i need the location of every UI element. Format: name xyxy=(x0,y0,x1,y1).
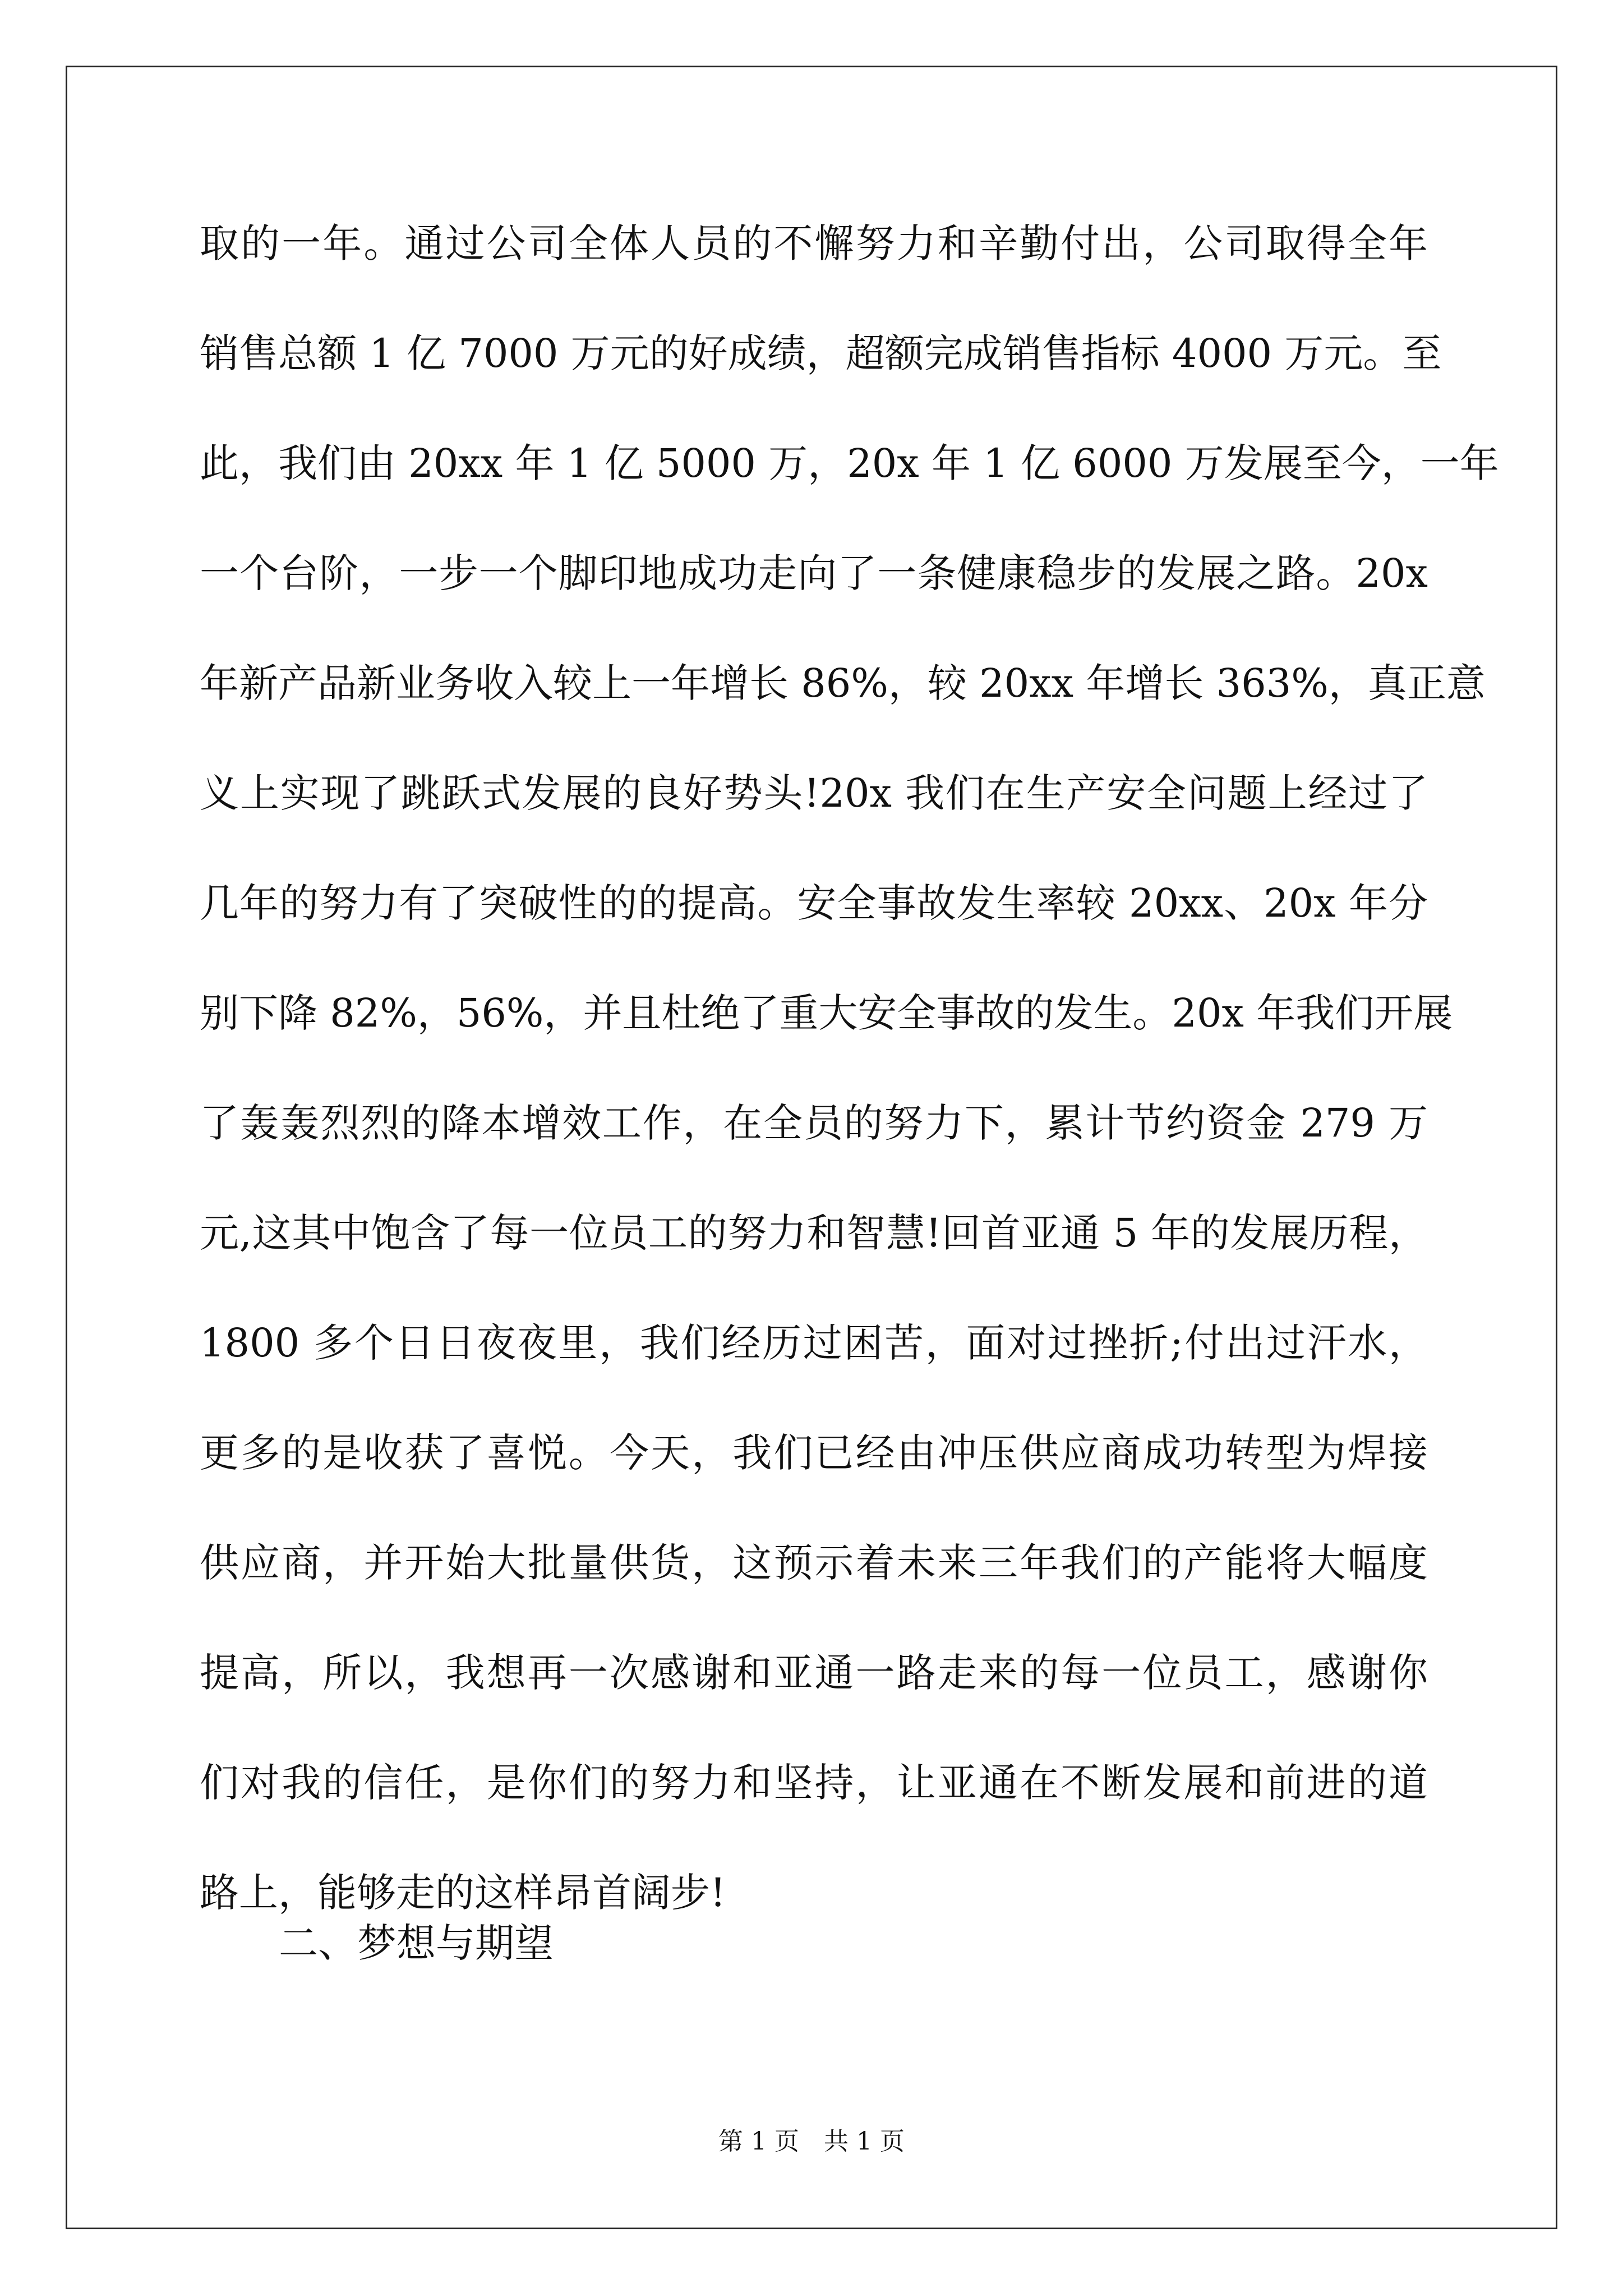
page-footer xyxy=(0,2125,1623,2159)
paragraph-line: 义上实现了跳跃式发展的良好势头!20x 我们在生产安全问题上经过了 xyxy=(200,770,1428,816)
paragraph-line: 销售总额 1 亿 7000 万元的好成绩，超额完成销售指标 4000 万元。至 xyxy=(200,330,1442,376)
paragraph-line: 提高，所以，我想再一次感谢和亚通一路走来的每一位员工，感谢你 xyxy=(200,1650,1428,1696)
paragraph-line: 年新产品新业务收入较上一年增长 86%，较 20xx 年增长 363%，真正意 xyxy=(200,660,1486,706)
paragraph-line: 供应商，并开始大批量供货，这预示着未来三年我们的产能将大幅度 xyxy=(200,1540,1428,1586)
page-number-total: 共 1 页 xyxy=(824,2127,905,2156)
paragraph-line: 取的一年。通过公司全体人员的不懈努力和辛勤付出，公司取得全年 xyxy=(200,220,1428,266)
paragraph-line: 了轰轰烈烈的降本增效工作，在全员的努力下，累计节约资金 279 万 xyxy=(200,1100,1428,1146)
paragraph-line: 们对我的信任，是你们的努力和坚持，让亚通在不断发展和前进的道 xyxy=(200,1760,1428,1806)
body-paragraph xyxy=(200,209,1499,1968)
paragraph-line: 更多的是收获了喜悦。今天，我们已经由冲压供应商成功转型为焊接 xyxy=(200,1430,1428,1476)
page-number-current: 第 1 页 xyxy=(718,2127,799,2156)
paragraph-line: 路上，能够走的这样昂首阔步! xyxy=(200,1870,726,1916)
section-heading: 二、梦想与期望 xyxy=(279,1920,554,1966)
paragraph-line: 一个台阶，一步一个脚印地成功走向了一条健康稳步的发展之路。20x xyxy=(200,550,1428,596)
paragraph-line: 此，我们由 20xx 年 1 亿 5000 万，20x 年 1 亿 6000 万发展至今，一年 xyxy=(200,440,1499,486)
paragraph-line: 别下降 82%，56%，并且杜绝了重大安全事故的发生。20x 年我们开展 xyxy=(200,990,1453,1036)
paragraph-line: 元,这其中饱含了每一位员工的努力和智慧!回首亚通 5 年的发展历程， xyxy=(200,1210,1428,1256)
paragraph-line: 几年的努力有了突破性的的提高。安全事故发生率较 20xx、20x 年分 xyxy=(200,880,1428,926)
paragraph-line: 1800 多个日日夜夜里，我们经历过困苦，面对过挫折;付出过汗水， xyxy=(200,1320,1428,1366)
